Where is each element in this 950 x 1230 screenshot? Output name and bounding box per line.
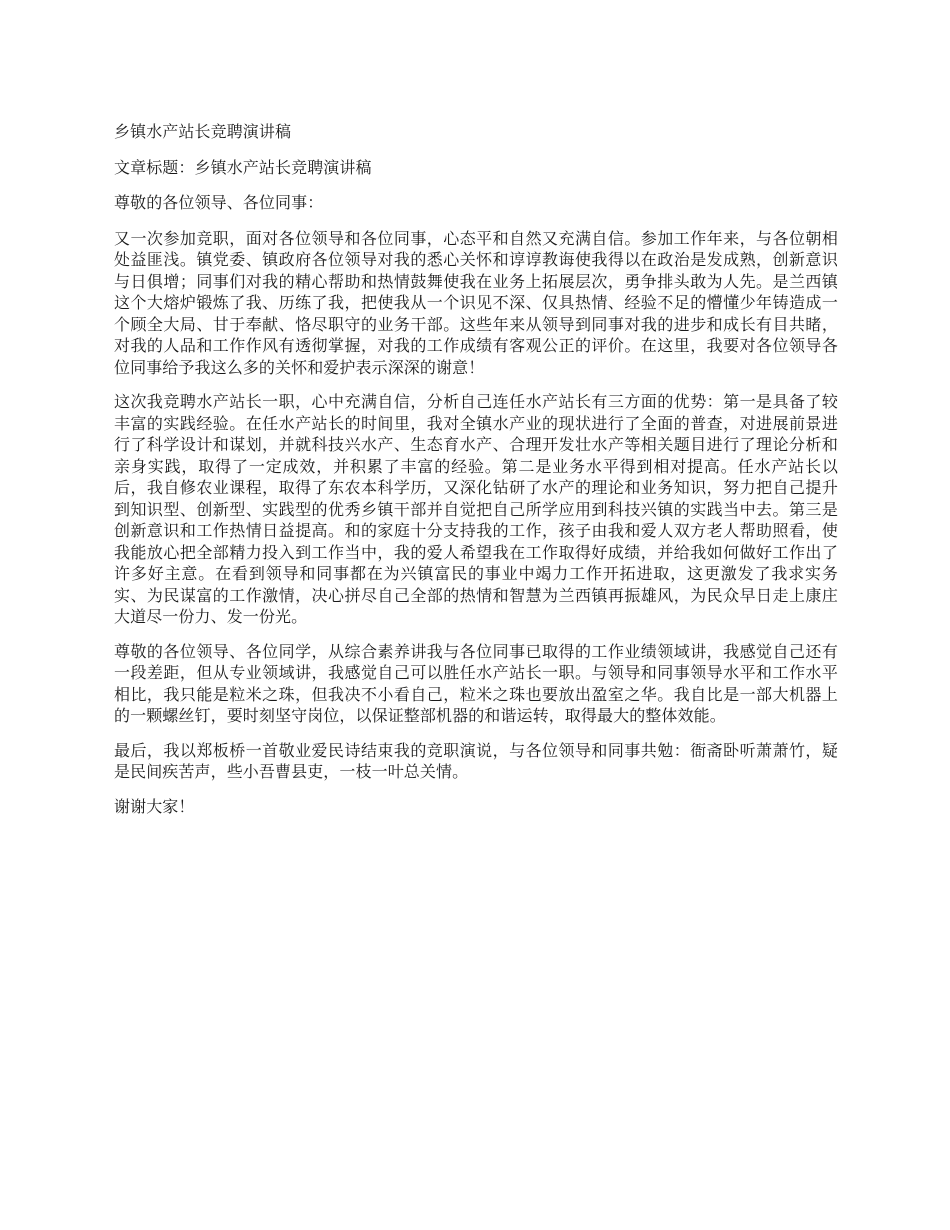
document-title: 乡镇水产站长竞聘演讲稿 [114,122,292,141]
closing-line: 谢谢大家！ [114,796,195,816]
paragraph: 这次我竞聘水产站长一职，心中充满自信，分析自己连任水产站长有三方面的优势：第一是具备了较丰富的实践经验。在任水产站长的时间里，我对全镇水产业的现状进行了全面的普查，对进展前景进行了科学设计和谋划，并就科技兴水产、生态育水产、合理开发壮水产等相关题目进行了理论分析和亲身实践，取得了一定成效，并积累了丰富的经验。第二是业务水平得到相对提高。任水产站长以后，我自修农业课程，取得了东农本科学历，又深化钻研了水产的理论和业务知识，努力把自己提升到知识型、创新型、实践型的优秀乡镇干部并自觉把自己所学应用到科技兴镇的实践当中去。第三是创新意识和工作热情日益提高。和的家庭十分支持我的工作，孩子由我和爱人双方老人帮助照看，使我能放心把全部精力投入到工作当中，我的爱人希望我在工作取得好成绩，并给我如何做好工作出了许多好主意。在看到领导和同事都在为兴镇富民的事业中竭力工作开拓进取，这更激发了我求实务实、为民谋富的工作激情，决心拼尽自己全部的热情和智慧为兰西镇再振雄风，为民众早日走上康庄大道尽一份力、发一份光。 [114,392,838,626]
greeting: 尊敬的各位领导、各位同事： [114,193,324,212]
paragraph: 尊敬的各位领导、各位同学，从综合素养讲我与各位同事已取得的工作业绩领域讲，我感觉自己还有一段差距，但从专业领域讲，我感觉自己可以胜任水产站长一职。与领导和同事领导水平和工作水平相比，我只能是粒米之珠，但我决不小看自己，粒米之珠也要放出盈室之华。我自比是一部大机器上的一颗螺丝钉，要时刻坚守岗位，以保证整部机器的和谐运转，取得最大的整体效能。 [114,641,838,725]
document-page [114,121,838,831]
article-title-line: 文章标题：乡镇水产站长竞聘演讲稿 [114,157,372,177]
paragraph: 又一次参加竞职，面对各位领导和各位同事，心态平和自然又充满自信。参加工作年来，与各位朝相处益匪浅。镇党委、镇政府各位领导对我的悉心关怀和谆谆教诲使我得以在政治是发成熟，创新意识与日俱增；同事们对我的精心帮助和热情鼓舞使我在业务上拓展层次，勇争排头敢为人先。是兰西镇这个大熔炉锻炼了我、历练了我，把使我从一个识见不深、仅具热情、经验不足的懵懂少年铸造成一个顾全大局、甘于奉献、恪尽职守的业务干部。这些年来从领导到同事对我的进步和成长有目共睹，对我的人品和工作作风有透彻掌握，对我的工作成绩有客观公正的评价。在这里，我要对各位领导各位同事给予我这么多的关怀和爱护表示深深的谢意！ [114,228,838,377]
paragraph: 最后，我以郑板桥一首敬业爱民诗结束我的竞职演说，与各位领导和同事共勉：衙斋卧听萧萧竹，疑是民间疾苦声，些小吾曹县吏，一枝一叶总关情。 [114,740,838,781]
